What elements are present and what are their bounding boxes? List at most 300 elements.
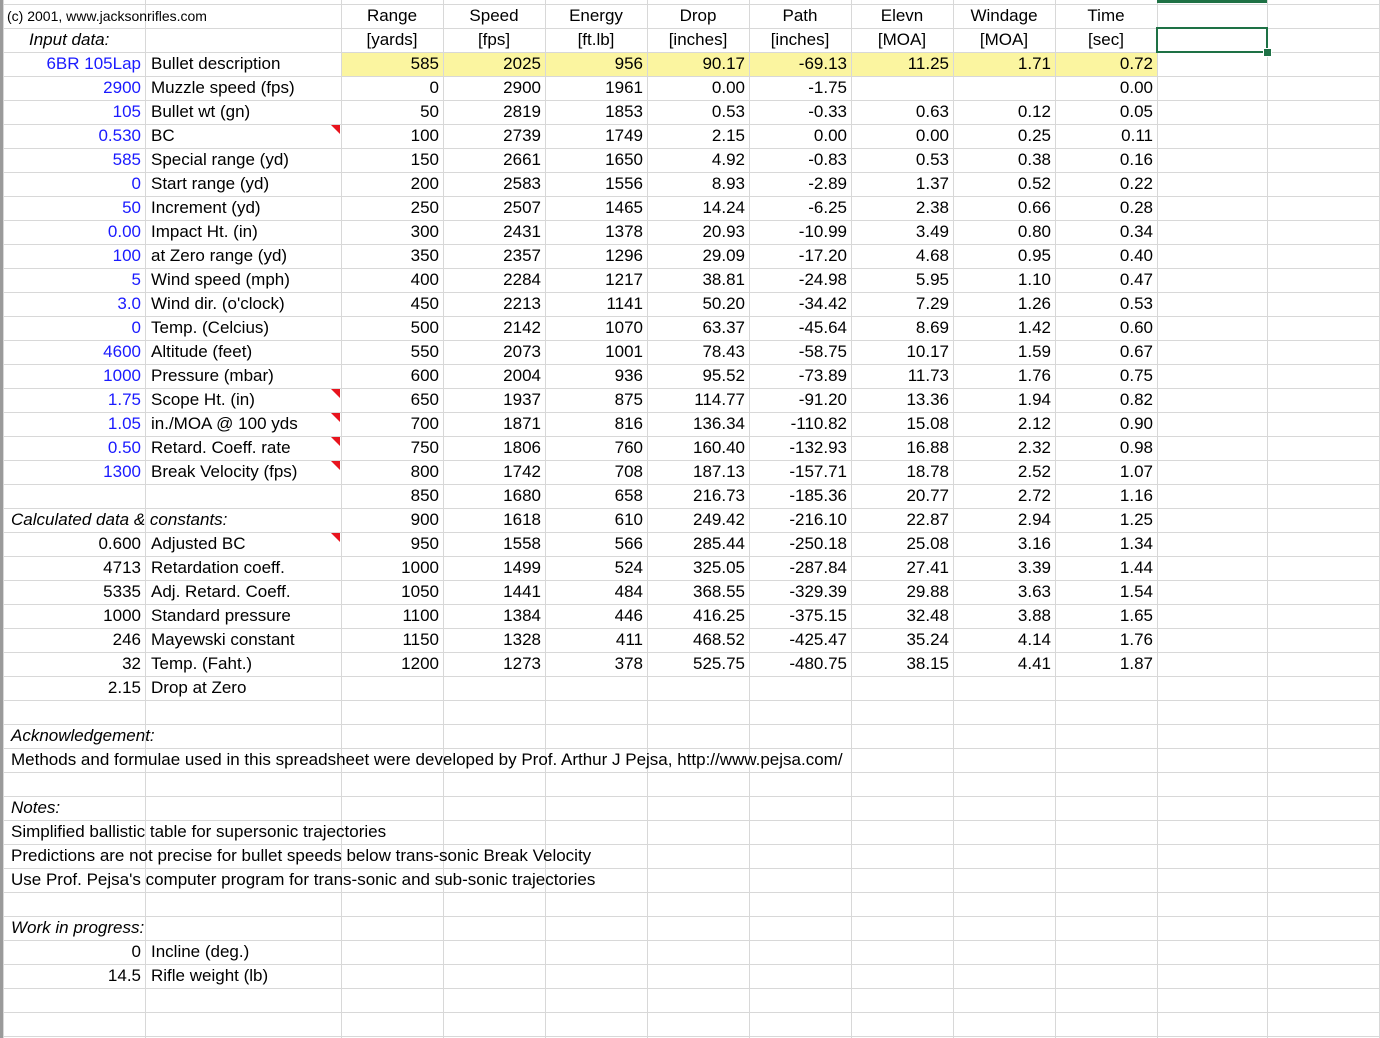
input-label[interactable]: Pressure (mbar) <box>151 366 274 385</box>
table-cell[interactable]: 13.36 <box>906 390 949 409</box>
column-unit-elevn[interactable]: [MOA] <box>877 30 927 49</box>
table-cell[interactable]: 484 <box>614 582 643 601</box>
input-value[interactable]: 105 <box>112 102 141 121</box>
table-cell[interactable]: 3.63 <box>1017 582 1051 601</box>
table-cell[interactable]: 2004 <box>503 366 541 385</box>
table-cell[interactable]: -6.25 <box>808 198 847 217</box>
table-cell[interactable]: 658 <box>614 486 643 505</box>
table-cell[interactable]: 22.87 <box>906 510 949 529</box>
table-cell[interactable]: 2.52 <box>1017 462 1051 481</box>
table-cell[interactable]: 550 <box>410 342 439 361</box>
table-cell[interactable]: 1.76 <box>1119 630 1153 649</box>
table-cell[interactable]: 0.75 <box>1119 366 1153 385</box>
table-cell[interactable]: -24.98 <box>798 270 847 289</box>
wip-label[interactable]: Rifle weight (lb) <box>151 966 269 985</box>
wip-label[interactable]: Incline (deg.) <box>151 942 250 961</box>
table-cell[interactable]: 1141 <box>606 294 643 313</box>
calculated-value[interactable]: 0.600 <box>98 534 141 553</box>
input-label[interactable]: Impact Ht. (in) <box>151 222 258 241</box>
gridline-vertical <box>1157 0 1158 1038</box>
table-cell[interactable]: 0.80 <box>1017 222 1051 241</box>
table-cell[interactable]: 300 <box>410 222 439 241</box>
table-cell[interactable]: -0.83 <box>808 150 847 169</box>
note-line[interactable]: Predictions are not precise for bullet speeds below trans-sonic Break Velocity <box>11 846 592 865</box>
table-cell[interactable]: 1.65 <box>1119 606 1153 625</box>
table-cell[interactable]: 4.92 <box>711 150 745 169</box>
calculated-value[interactable]: 32 <box>122 654 141 673</box>
input-label[interactable]: Wind dir. (o'clock) <box>151 294 285 313</box>
table-cell[interactable]: -425.47 <box>789 630 847 649</box>
table-cell[interactable]: 1070 <box>605 318 643 337</box>
table-cell[interactable]: 8.93 <box>711 174 745 193</box>
table-cell[interactable]: 15.08 <box>906 414 949 433</box>
table-cell[interactable]: 956 <box>614 54 643 73</box>
table-cell[interactable]: 1742 <box>503 462 541 481</box>
table-cell[interactable]: 1.07 <box>1119 462 1153 481</box>
table-cell[interactable]: 3.88 <box>1017 606 1051 625</box>
input-value[interactable]: 1000 <box>103 366 141 385</box>
table-cell[interactable]: 3.49 <box>915 222 949 241</box>
table-cell[interactable]: 0.28 <box>1119 198 1153 217</box>
table-cell[interactable]: 0.53 <box>915 150 949 169</box>
table-cell[interactable]: 0.16 <box>1119 150 1153 169</box>
calculated-label[interactable]: Temp. (Faht.) <box>151 654 253 673</box>
table-cell[interactable]: -287.84 <box>789 558 847 577</box>
active-cell-selection[interactable] <box>1156 27 1268 53</box>
table-cell[interactable]: 27.41 <box>906 558 949 577</box>
table-cell[interactable]: 3.16 <box>1017 534 1051 553</box>
table-cell[interactable]: 0.00 <box>915 126 949 145</box>
table-cell[interactable]: 566 <box>614 534 643 553</box>
input-label[interactable]: Bullet wt (gn) <box>151 102 251 121</box>
table-cell[interactable]: 78.43 <box>702 342 745 361</box>
column-header-drop[interactable]: Drop <box>679 6 717 25</box>
table-cell[interactable]: 2507 <box>503 198 541 217</box>
calculated-value[interactable]: 5335 <box>103 582 141 601</box>
table-cell[interactable]: 2661 <box>503 150 541 169</box>
table-cell[interactable]: 0.82 <box>1119 390 1153 409</box>
table-cell[interactable]: -375.15 <box>789 606 847 625</box>
table-cell[interactable]: 90.17 <box>702 54 745 73</box>
calculated-label[interactable]: Drop at Zero <box>151 678 247 697</box>
table-cell[interactable]: 25.08 <box>906 534 949 553</box>
table-cell[interactable]: 4.14 <box>1017 630 1051 649</box>
table-cell[interactable]: 450 <box>410 294 439 313</box>
calculated-label[interactable]: Standard pressure <box>151 606 291 625</box>
table-cell[interactable]: 38.15 <box>906 654 949 673</box>
table-cell[interactable]: 95.52 <box>702 366 745 385</box>
table-cell[interactable]: 500 <box>410 318 439 337</box>
input-label[interactable]: Temp. (Celcius) <box>151 318 270 337</box>
table-cell[interactable]: 1871 <box>503 414 541 433</box>
input-value[interactable]: 0.00 <box>107 222 141 241</box>
comment-indicator-icon <box>331 461 340 470</box>
table-cell[interactable]: 368.55 <box>693 582 745 601</box>
table-cell[interactable]: 1.26 <box>1017 294 1051 313</box>
table-cell[interactable]: 1100 <box>402 606 439 625</box>
column-header-energy[interactable]: Energy <box>569 6 623 25</box>
column-unit-drop[interactable]: [inches] <box>668 30 728 49</box>
column-unit-windage[interactable]: [MOA] <box>979 30 1029 49</box>
gridline-horizontal <box>0 700 1380 701</box>
table-cell[interactable]: 14.24 <box>702 198 745 217</box>
table-cell[interactable]: 1961 <box>605 78 643 97</box>
table-cell[interactable]: -329.39 <box>789 582 847 601</box>
table-cell[interactable]: 187.13 <box>693 462 745 481</box>
input-label[interactable]: Muzzle speed (fps) <box>151 78 295 97</box>
table-cell[interactable]: 0.12 <box>1017 102 1051 121</box>
table-cell[interactable]: 900 <box>410 510 439 529</box>
column-unit-path[interactable]: [inches] <box>770 30 830 49</box>
input-value[interactable]: 2900 <box>103 78 141 97</box>
table-cell[interactable]: 650 <box>410 390 439 409</box>
table-cell[interactable]: 524 <box>614 558 643 577</box>
input-data-heading[interactable]: Input data: <box>29 30 110 49</box>
table-cell[interactable]: 1650 <box>605 150 643 169</box>
note-line[interactable]: Simplified ballistic table for supersonic trajectories <box>11 822 387 841</box>
table-cell[interactable]: 0 <box>429 78 439 97</box>
table-cell[interactable]: 7.29 <box>915 294 949 313</box>
input-label[interactable]: Retard. Coeff. rate <box>151 438 291 457</box>
table-cell[interactable]: 1937 <box>503 390 541 409</box>
calculated-label[interactable]: Adj. Retard. Coeff. <box>151 582 291 601</box>
table-cell[interactable]: 0.66 <box>1017 198 1051 217</box>
table-cell[interactable]: 0.11 <box>1121 126 1153 145</box>
table-cell[interactable]: 1806 <box>503 438 541 457</box>
table-cell[interactable]: 1.71 <box>1017 54 1051 73</box>
table-cell[interactable]: 1618 <box>503 510 541 529</box>
input-label[interactable]: Break Velocity (fps) <box>151 462 298 481</box>
table-cell[interactable]: 816 <box>614 414 643 433</box>
table-cell[interactable]: 610 <box>614 510 643 529</box>
gridline-horizontal <box>0 772 1380 773</box>
calculated-value[interactable]: 246 <box>112 630 141 649</box>
table-cell[interactable]: 2073 <box>503 342 541 361</box>
table-cell[interactable]: 1.34 <box>1119 534 1153 553</box>
input-value[interactable]: 3.0 <box>117 294 141 313</box>
table-cell[interactable] <box>953 76 1055 100</box>
table-cell[interactable]: 0.95 <box>1017 246 1051 265</box>
table-cell[interactable]: 8.69 <box>915 318 949 337</box>
calculated-label[interactable]: Mayewski constant <box>151 630 295 649</box>
table-cell[interactable]: 0.90 <box>1119 414 1153 433</box>
table-cell[interactable]: 0.00 <box>711 78 745 97</box>
input-value[interactable]: 50 <box>122 198 141 217</box>
input-label[interactable]: Increment (yd) <box>151 198 261 217</box>
table-cell[interactable]: 0.00 <box>1119 78 1153 97</box>
table-cell[interactable]: 1.16 <box>1119 486 1153 505</box>
table-cell[interactable]: 0.60 <box>1119 318 1153 337</box>
table-cell[interactable]: 446 <box>614 606 643 625</box>
input-value[interactable]: 5 <box>131 270 141 289</box>
table-cell[interactable]: 1.37 <box>915 174 949 193</box>
column-unit-energy[interactable]: [ft.lb] <box>577 30 615 49</box>
column-unit-range[interactable]: [yards] <box>366 30 418 49</box>
table-cell[interactable]: 1001 <box>605 342 643 361</box>
table-cell[interactable]: 416.25 <box>693 606 745 625</box>
table-cell[interactable]: 0.63 <box>915 102 949 121</box>
table-cell[interactable]: -250.18 <box>789 534 847 553</box>
table-cell[interactable]: 2.15 <box>711 126 745 145</box>
table-cell[interactable]: 3.39 <box>1017 558 1051 577</box>
table-cell[interactable] <box>851 76 953 100</box>
input-label[interactable]: Altitude (feet) <box>151 342 253 361</box>
table-cell[interactable]: 1.42 <box>1017 318 1051 337</box>
table-cell[interactable]: 0.53 <box>711 102 745 121</box>
table-cell[interactable]: 1.87 <box>1119 654 1153 673</box>
table-cell[interactable]: 2.38 <box>915 198 949 217</box>
input-value[interactable]: 100 <box>112 246 141 265</box>
table-cell[interactable]: 216.73 <box>693 486 745 505</box>
table-cell[interactable]: 2357 <box>503 246 541 265</box>
table-cell[interactable]: 1.10 <box>1017 270 1051 289</box>
calculated-label[interactable]: Retardation coeff. <box>151 558 285 577</box>
table-cell[interactable]: 2583 <box>503 174 541 193</box>
table-cell[interactable]: 249.42 <box>693 510 745 529</box>
table-cell[interactable]: 4.41 <box>1017 654 1051 673</box>
table-cell[interactable]: 1328 <box>503 630 541 649</box>
table-cell[interactable]: 1384 <box>503 606 541 625</box>
input-label[interactable]: Scope Ht. (in) <box>151 390 255 409</box>
calculated-label[interactable]: Adjusted BC <box>151 534 246 553</box>
table-cell[interactable]: 0.34 <box>1119 222 1153 241</box>
input-value[interactable]: 1300 <box>103 462 141 481</box>
table-cell[interactable]: 1378 <box>605 222 643 241</box>
table-cell[interactable]: 850 <box>410 486 439 505</box>
table-cell[interactable]: 2.32 <box>1017 438 1051 457</box>
input-label[interactable]: at Zero range (yd) <box>151 246 288 265</box>
comment-indicator-icon <box>331 125 340 134</box>
table-cell[interactable]: 2.12 <box>1017 414 1051 433</box>
wip-value[interactable]: 14.5 <box>107 966 141 985</box>
calculated-value[interactable]: 2.15 <box>107 678 141 697</box>
table-cell[interactable]: 0.40 <box>1119 246 1153 265</box>
table-cell[interactable]: 20.77 <box>906 486 949 505</box>
input-value[interactable]: 0.50 <box>107 438 141 457</box>
table-cell[interactable]: -17.20 <box>798 246 847 265</box>
table-cell[interactable]: 800 <box>410 462 439 481</box>
table-cell[interactable]: -34.42 <box>798 294 847 313</box>
input-value[interactable]: 0 <box>131 174 141 193</box>
input-value[interactable]: 0 <box>131 318 141 337</box>
table-cell[interactable]: 29.88 <box>906 582 949 601</box>
table-cell[interactable]: 750 <box>410 438 439 457</box>
table-cell[interactable]: -132.93 <box>789 438 847 457</box>
table-cell[interactable]: 1558 <box>503 534 541 553</box>
table-cell[interactable]: 150 <box>410 150 439 169</box>
comment-indicator-icon <box>331 413 340 422</box>
note-line[interactable]: Use Prof. Pejsa's computer program for trans-sonic and sub-sonic trajectories <box>11 870 596 889</box>
table-cell[interactable]: 50 <box>420 102 439 121</box>
table-cell[interactable]: 936 <box>614 366 643 385</box>
table-cell[interactable]: 600 <box>410 366 439 385</box>
calculated-value[interactable]: 1000 <box>103 606 141 625</box>
table-cell[interactable]: 1556 <box>605 174 643 193</box>
column-header-speed[interactable]: Speed <box>469 6 519 25</box>
input-label[interactable]: BC <box>151 126 175 145</box>
table-cell[interactable]: -91.20 <box>798 390 847 409</box>
table-cell[interactable]: 250 <box>410 198 439 217</box>
table-cell[interactable]: -185.36 <box>789 486 847 505</box>
table-cell[interactable]: -73.89 <box>798 366 847 385</box>
table-cell[interactable]: 1050 <box>401 582 439 601</box>
table-cell[interactable]: 1.25 <box>1119 510 1153 529</box>
column-header-time[interactable]: Time <box>1087 6 1125 25</box>
input-value[interactable]: 6BR 105Lap <box>46 54 141 73</box>
table-cell[interactable]: 1749 <box>605 126 643 145</box>
table-cell[interactable]: 0.05 <box>1119 102 1153 121</box>
input-label[interactable]: Bullet description <box>151 54 281 73</box>
table-cell[interactable]: 2213 <box>503 294 541 313</box>
input-value[interactable]: 1.75 <box>107 390 141 409</box>
table-cell[interactable]: 2739 <box>503 126 541 145</box>
input-label[interactable]: Start range (yd) <box>151 174 270 193</box>
table-cell[interactable]: 1.76 <box>1017 366 1051 385</box>
table-cell[interactable]: 160.40 <box>693 438 745 457</box>
table-cell[interactable]: 1217 <box>605 270 643 289</box>
table-cell[interactable]: 2.72 <box>1017 486 1051 505</box>
table-cell[interactable]: 525.75 <box>693 654 745 673</box>
work-in-progress-heading[interactable]: Work in progress: <box>11 918 145 937</box>
copyright-text[interactable]: (c) 2001, www.jacksonrifles.com <box>7 8 207 24</box>
table-cell[interactable]: -110.82 <box>790 414 847 433</box>
notes-heading[interactable]: Notes: <box>11 798 61 817</box>
acknowledgement-heading[interactable]: Acknowledgement: <box>11 726 155 745</box>
comment-indicator-icon <box>331 437 340 446</box>
table-cell[interactable]: 950 <box>410 534 439 553</box>
table-cell[interactable]: 350 <box>410 246 439 265</box>
table-cell[interactable]: 325.05 <box>693 558 745 577</box>
column-unit-time[interactable]: [sec] <box>1088 30 1124 49</box>
input-value[interactable]: 4600 <box>103 342 141 361</box>
table-cell[interactable]: 0.53 <box>1119 294 1153 313</box>
column-header-windage[interactable]: Windage <box>970 6 1038 25</box>
table-cell[interactable]: -157.71 <box>789 462 847 481</box>
column-unit-speed[interactable]: [fps] <box>477 30 511 49</box>
table-cell[interactable]: 875 <box>614 390 643 409</box>
table-cell[interactable]: 0.98 <box>1119 438 1153 457</box>
table-cell[interactable]: -10.99 <box>798 222 847 241</box>
input-label[interactable]: in./MOA @ 100 yds <box>151 414 298 433</box>
table-cell[interactable]: 16.88 <box>906 438 949 457</box>
table-cell[interactable]: 63.37 <box>702 318 745 337</box>
table-cell[interactable]: 468.52 <box>693 630 745 649</box>
table-cell[interactable]: 2284 <box>503 270 541 289</box>
table-cell[interactable]: 1853 <box>605 102 643 121</box>
column-header-accent <box>1157 0 1267 3</box>
table-cell[interactable]: 1.94 <box>1017 390 1051 409</box>
table-cell[interactable]: 0.22 <box>1119 174 1153 193</box>
table-cell[interactable]: 760 <box>614 438 643 457</box>
table-cell[interactable]: 2819 <box>503 102 541 121</box>
table-cell[interactable]: 136.34 <box>693 414 745 433</box>
input-value[interactable]: 1.05 <box>107 414 141 433</box>
column-header-elevn[interactable]: Elevn <box>880 6 924 25</box>
table-cell[interactable]: 29.09 <box>702 246 745 265</box>
table-cell[interactable]: 0.38 <box>1017 150 1051 169</box>
table-cell[interactable]: -480.75 <box>789 654 847 673</box>
table-cell[interactable]: 1680 <box>503 486 541 505</box>
gridline-horizontal <box>0 1012 1380 1013</box>
table-cell[interactable]: 200 <box>410 174 439 193</box>
column-header-path[interactable]: Path <box>782 6 818 25</box>
table-cell[interactable]: 585 <box>410 54 439 73</box>
table-cell[interactable]: 11.73 <box>907 366 949 385</box>
table-cell[interactable]: 10.17 <box>906 342 949 361</box>
input-label[interactable]: Special range (yd) <box>151 150 289 169</box>
table-cell[interactable]: 378 <box>614 654 643 673</box>
table-cell[interactable]: -1.75 <box>808 78 847 97</box>
input-value[interactable]: 0.530 <box>98 126 141 145</box>
table-cell[interactable]: 18.78 <box>906 462 949 481</box>
table-cell[interactable]: 1499 <box>503 558 541 577</box>
fill-handle[interactable] <box>1263 48 1272 57</box>
table-cell[interactable]: 2025 <box>503 54 541 73</box>
table-cell[interactable]: 2142 <box>503 318 541 337</box>
table-cell[interactable]: 11.25 <box>907 54 949 73</box>
table-cell[interactable]: 1200 <box>401 654 439 673</box>
table-cell[interactable]: 35.24 <box>906 630 949 649</box>
table-cell[interactable]: 38.81 <box>702 270 745 289</box>
table-cell[interactable]: 1.44 <box>1119 558 1153 577</box>
table-cell[interactable]: 0.00 <box>813 126 847 145</box>
table-cell[interactable]: 708 <box>614 462 643 481</box>
wip-value[interactable]: 0 <box>131 942 141 961</box>
table-cell[interactable]: 1296 <box>605 246 643 265</box>
table-cell[interactable]: 1441 <box>503 582 541 601</box>
table-cell[interactable]: 285.44 <box>693 534 745 553</box>
input-label[interactable]: Wind speed (mph) <box>151 270 290 289</box>
table-cell[interactable]: 411 <box>615 630 643 649</box>
table-cell[interactable]: 0.67 <box>1119 342 1153 361</box>
table-cell[interactable]: 5.95 <box>915 270 949 289</box>
table-cell[interactable]: 32.48 <box>906 606 949 625</box>
table-cell[interactable]: 1150 <box>402 630 439 649</box>
table-cell[interactable]: 1273 <box>503 654 541 673</box>
table-cell[interactable]: -216.10 <box>789 510 847 529</box>
column-header-range[interactable]: Range <box>366 6 418 25</box>
table-cell[interactable]: 100 <box>410 126 439 145</box>
input-value[interactable]: 585 <box>112 150 141 169</box>
table-cell[interactable]: 4.68 <box>915 246 949 265</box>
table-cell[interactable]: -45.64 <box>798 318 847 337</box>
table-cell[interactable]: 2.94 <box>1017 510 1051 529</box>
table-cell[interactable]: 50.20 <box>702 294 745 313</box>
table-cell[interactable]: 20.93 <box>702 222 745 241</box>
table-cell[interactable]: -58.75 <box>798 342 847 361</box>
calculated-heading[interactable]: Calculated data & constants: <box>11 510 228 529</box>
table-cell[interactable]: 0.52 <box>1017 174 1051 193</box>
table-cell[interactable]: -69.13 <box>798 54 847 73</box>
table-cell[interactable]: 0.47 <box>1119 270 1153 289</box>
table-cell[interactable]: 1000 <box>401 558 439 577</box>
acknowledgement-text[interactable]: Methods and formulae used in this spreadsheet were developed by Prof. Arthur J Pejsa, http://www.pejsa.com/ <box>11 750 843 769</box>
table-cell[interactable]: 0.25 <box>1017 126 1051 145</box>
table-cell[interactable]: 2900 <box>503 78 541 97</box>
table-cell[interactable]: 700 <box>410 414 439 433</box>
table-cell[interactable]: -0.33 <box>808 102 847 121</box>
table-cell[interactable]: 0.72 <box>1119 54 1153 73</box>
table-cell[interactable]: 2431 <box>503 222 541 241</box>
comment-indicator-icon <box>331 389 340 398</box>
table-cell[interactable]: 1.54 <box>1119 582 1153 601</box>
table-cell[interactable]: 114.77 <box>694 390 745 409</box>
calculated-value[interactable]: 4713 <box>103 558 141 577</box>
table-cell[interactable]: 1465 <box>605 198 643 217</box>
table-cell[interactable]: 1.59 <box>1017 342 1051 361</box>
table-cell[interactable]: -2.89 <box>808 174 847 193</box>
table-cell[interactable]: 400 <box>410 270 439 289</box>
